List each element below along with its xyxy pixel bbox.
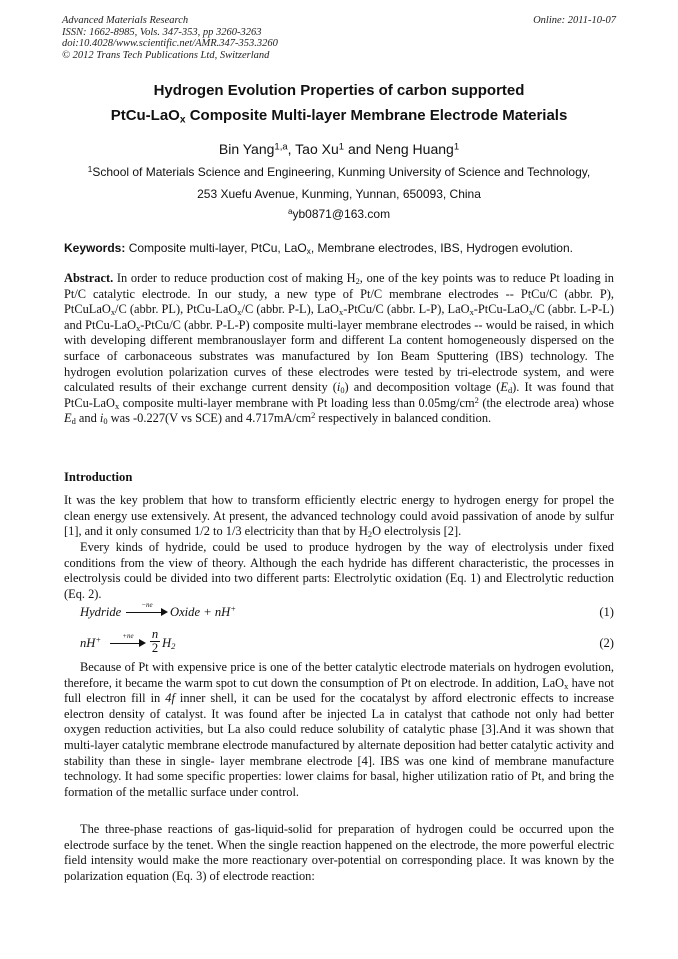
doi-line: doi:10.4028/www.scientific.net/AMR.347-353.3260 [62,38,278,50]
abstract-sub: x [528,307,534,318]
section-heading-introduction: Introduction [64,470,133,484]
intro-paragraph-4: The three-phase reactions of gas-liquid-solid for preparation of hydrogen could be occurred upon the electrode surface by the tenet. When the single reaction happened on the electrode, the more powerful electric field intensity would make the more reactionary over-potential on corresponding place. It was known by the polarization equation (Eq. 3) of electrode reaction: [64,822,614,883]
abstract-sub: d [507,385,513,396]
abstract-sub: 0 [340,385,345,396]
intro-sub: x [564,680,569,691]
eq1-left: Hydride [80,605,122,619]
equation-2 [80,628,614,662]
author-affil-mark: 1 [453,141,460,153]
copyright-line: © 2012 Trans Tech Publications Ltd, Switzerland [62,49,270,61]
abstract-symbol: i [336,380,341,395]
intro-paragraph-3 [64,660,614,800]
journal-name: Advanced Materials Research [62,15,189,26]
title-text: Composite Multi-layer Membrane Electrode Materials [185,107,568,124]
abstract-sub: x [114,400,120,411]
abstract-text: -PtCu-LaO [473,302,529,317]
keywords-text: , Membrane electrodes, IBS, Hydrogen evolution. [310,241,573,255]
keywords-subscript: x [306,247,311,257]
title-subscript: x [179,114,186,126]
eq1-right-sup: + [230,603,237,614]
paper-title-line-1: Hydrogen Evolution Properties of carbon supported [153,82,525,99]
abstract-text: respectively in balanced condition. [315,411,492,426]
arrow-line [126,612,162,613]
abstract-sub: x [237,307,242,318]
email-mark: a [287,206,293,216]
abstract-sub: x [110,307,116,318]
intro-sub: 2 [367,529,373,540]
abstract-paragraph [64,271,614,427]
abstract-sub: x [469,307,474,318]
fraction-denominator: 2 [151,641,159,655]
keywords-text: Composite multi-layer, PtCu, LaO [125,241,307,255]
eq2-arrow [110,632,146,650]
abstract-sub: d [71,416,76,427]
keywords-label: Keywords: [64,241,126,255]
eq2-arrow-label: +ne [122,632,134,640]
eq2-left-sup: + [95,634,102,645]
abstract-label: Abstract. [64,271,114,285]
abstract-text: In order to reduce production cost of making H [113,271,356,285]
equation-number-1: (1) [599,605,614,619]
abstract-text: /C (abbr. P-L), LaO [241,302,339,317]
equation-number-2: (2) [599,636,614,650]
intro-text: It was the key problem that how to transform efficiently electric energy to hydrogen energy for propel the clean energy use extensively. At present, the advanced technology could avoid passivation of anode by sulfur [1], and it only consumed 1/2 to 1/3 electricity than that by H [64,493,614,539]
intro-paragraph-1 [64,493,614,540]
abstract-text: ) and decomposition voltage ( [344,380,501,395]
author-name: Bin Yang [218,141,275,157]
abstract-text: ). It was found that PtCu-LaO [64,380,614,410]
paper-title-line-2 [40,105,638,127]
abstract-text: /C (abbr. L-P-L) and PtCu-LaO [64,302,614,332]
eq1-right [170,605,236,620]
abstract-text: /C (abbr. PL), PtCu-LaO [115,302,238,317]
intro-paragraph-2: Every kinds of hydride, could be used to produce hydrogen by the way of electrolysis under fixed conditions from the view of theory. Although the each hydride has different characteristic, the processes in electrolysis could be divided into two different parts: Electrolytic oxidation (Eq. 1) and Electrolytic reduction (Eq. 2). [64,540,614,601]
eq2-left [80,636,101,651]
journal-header [62,15,616,61]
abstract-symbol: E [64,411,72,426]
eq1-arrow-label: −ne [141,601,153,609]
author-affil-mark: 1 [338,141,345,153]
title-text: PtCu-LaO [110,107,180,124]
abstract-symbol: i [99,411,104,426]
author-affil-mark: 1,a [274,141,288,153]
abstract-text: -PtCu/C (abbr. L-P), LaO [343,302,470,317]
abstract-text: , one of the key points was to reduce Pt loading in Pt/C catalytic electrode. In our study, a new type of Pt/C membrane electrodes -- PtCu/C (abbr. P), PtCuLaO [64,271,615,317]
abstract-sup: 2 [474,394,479,405]
affiliation-line-2: 253 Xuefu Avenue, Kunming, Yunnan, 650093, China [197,187,481,201]
eq1-arrow [126,601,168,619]
eq2-left-text: nH [80,636,96,650]
arrow-head-icon [161,608,168,616]
equation-1 [80,603,614,627]
eq2-right [162,636,175,651]
abstract-text: was -0.227(V vs SCE) and 4.717mA/cm [107,411,312,426]
abstract-text: -PtCu/C (abbr. P-L-P) composite multi-layer membrane electrodes -- would be raised, in which with developing different membranouslayer form and different La content homogeneously dispersed on the surface of carbonaceous substrates was manufactured by Ion Beam Sputtering (IBS) technology. The hydrogen evolution polarization curves of these electrodes were tested by tri-electrode system, and were calculated results of their exchange current density ( [64,317,614,395]
eq2-fraction [150,628,160,655]
affil-text: School of Materials Science and Engineering, Kunming University of Science and Technology, [92,165,591,179]
intro-text: have not full electron fill in [64,675,614,706]
abstract-text: and [75,411,100,426]
intro-text: O electrolysis [2]. [372,524,462,539]
abstract-sub: x [136,322,141,333]
intro-italic: 4f [165,691,175,706]
arrow-line [110,643,140,644]
abstract-symbol: E [500,380,508,395]
eq1-right-text: Oxide + nH [170,605,231,619]
author-list [40,140,638,158]
eq2-right-sub: 2 [171,641,176,652]
abstract-sup: 2 [311,410,316,421]
arrow-head-icon [139,639,146,647]
intro-text: inner shell, it can be used for the cocatalyst by afford electronic effects to increase electron density of catalyst. It was found after be injected La in catalyst that cathode not only had better oxygen reduction activities, but La also could reduce solubility of catalytic phase [3].And it was shown that multi-layer catalytic membrane electrode manufactured by alternate deposition had better catalytic activity and stability than these in single- layer membrane electrode [4]. IBS was one kind of membrane manufacture technology. It had some specific properties: lower claims for basal, higher utilization ratio of Pt, and bring the formation of the metallic surface under control. [64,691,614,799]
abstract-sub: 0 [103,416,108,427]
author-name: , Tao Xu [287,141,339,157]
abstract-text: composite multi-layer membrane with Pt loading less than 0.05mg/cm [119,395,475,410]
email-text: yb0871@163.com [292,207,391,221]
affil-mark: 1 [87,164,93,174]
author-name: and Neng Huang [344,141,454,157]
intro-text: Because of Pt with expensive price is one of the better catalytic electrode materials on hydrogen evolution, therefore, it became the warm spot to cut down the consumption of Pt on electrode. In addition, LaO [64,660,614,690]
author-email [40,206,638,222]
eq2-right-text: H [162,636,172,650]
fraction-numerator: n [151,627,159,641]
issn-line: ISSN: 1662-8985, Vols. 347-353, pp 3260-3263 [62,26,262,38]
affiliation-line-1 [40,164,638,180]
keywords [64,240,624,256]
abstract-sub: 2 [355,276,360,287]
abstract-sub: x [338,307,344,318]
abstract-text: (the electrode area) whose [478,395,614,410]
online-date: Online: 2011-10-07 [533,15,616,26]
